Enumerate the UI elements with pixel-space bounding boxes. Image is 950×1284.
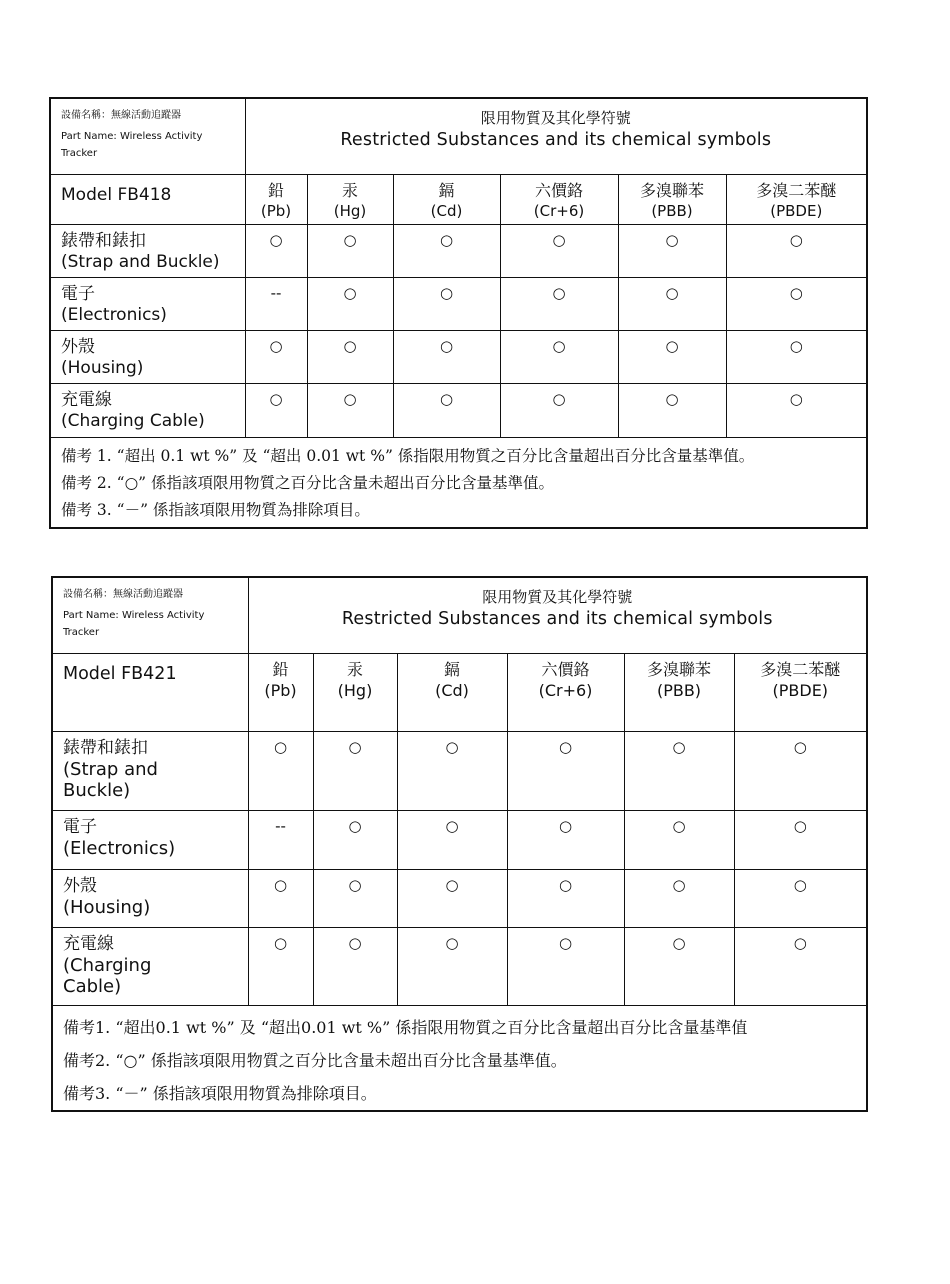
column-header [507,653,624,731]
part-name-zh: 電子 [63,816,97,837]
table-row [52,927,867,1005]
part-name-en: (Charging Cable) [61,410,205,431]
rohs-table-fb421 [51,576,868,1112]
part-name-en: (Housing) [61,357,144,378]
title-english: Restricted Substances and its chemical symbols [340,130,772,150]
column-header [500,174,618,224]
substance-symbol: (PBB) [651,201,693,220]
compliance-mark: ○ [245,383,307,437]
column-header [307,174,393,224]
substance-symbol: (PBB) [656,680,702,700]
substance-name: 鎘 [443,659,460,679]
model-label: Model FB421 [52,653,248,731]
part-label [50,224,245,277]
compliance-mark: ○ [500,277,618,330]
compliance-mark: ○ [397,810,507,869]
substance-name: 多溴二苯醚 [760,659,841,679]
part-label [50,330,245,383]
compliance-mark: ○ [248,927,313,1005]
part-label [52,731,248,810]
remarks [52,1005,867,1111]
substance-symbol: (Hg) [337,680,373,700]
device-info [50,98,245,174]
substance-name: 鉛 [272,659,289,679]
substance-symbol: (Pb) [264,680,297,700]
compliance-mark: ○ [245,224,307,277]
compliance-mark: ○ [624,927,734,1005]
substance-symbol: (PBDE) [772,680,829,700]
compliance-mark: ○ [307,224,393,277]
compliance-mark: ○ [397,731,507,810]
device-name-label: 設備名稱：無線活動追蹤器 [63,589,183,600]
part-name-zh: 外殼 [61,336,95,357]
compliance-mark: ○ [726,330,867,383]
part-label [52,869,248,927]
title-english: Restricted Substances and its chemical symbols [341,609,773,629]
table-title [248,577,867,653]
remark-3: 備考3. “－” 係指該項限用物質為排除項目。 [63,1083,377,1103]
column-header [245,174,307,224]
part-name-en: (Housing) [63,896,151,918]
title-chinese: 限用物質及其化學符號 [482,588,633,606]
table-row [50,383,867,437]
remark-2: 備考2. “○” 係指該項限用物質之百分比含量未超出百分比含量基準值。 [63,1050,567,1070]
remark-1: 備考 1. “超出 0.1 wt %” 及 “超出 0.01 wt %” 係指限用物質之百分比含量超出百分比含量基準值。 [61,446,755,465]
compliance-mark: ○ [507,810,624,869]
title-chinese: 限用物質及其化學符號 [480,109,631,127]
part-label [50,383,245,437]
table-row [52,869,867,927]
compliance-mark: ○ [618,224,726,277]
column-header-row [52,653,867,731]
compliance-mark: ○ [734,731,867,810]
remark-1: 備考1. “超出0.1 wt %” 及 “超出0.01 wt %” 係指限用物質之百分比含量超出百分比含量基準值 [63,1017,748,1037]
substance-symbol: (Cd) [430,201,463,220]
substance-name: 汞 [346,659,363,679]
compliance-mark: ○ [500,330,618,383]
part-name-zh: 電子 [61,283,95,304]
substance-name: 鎘 [438,180,455,200]
part-name-label: Part Name: Wireless Activity [61,131,203,142]
part-name-zh: 錶帶和錶扣 [63,737,148,758]
substance-name: 六價鉻 [534,180,583,200]
compliance-mark: ○ [397,927,507,1005]
compliance-mark: ○ [624,810,734,869]
compliance-mark: ○ [313,927,397,1005]
part-name-zh: 充電線 [61,389,112,410]
column-header [313,653,397,731]
part-label [52,927,248,1005]
table-row [52,810,867,869]
device-name-label: 設備名稱：無線活動追蹤器 [61,110,181,121]
compliance-mark: ○ [507,927,624,1005]
compliance-mark: ○ [393,224,500,277]
compliance-mark: -- [245,277,307,330]
part-name-en: (Strap and Buckle) [63,758,158,801]
table-row [50,277,867,330]
compliance-mark: ○ [726,224,867,277]
compliance-mark: ○ [618,330,726,383]
column-header [248,653,313,731]
compliance-mark: ○ [507,869,624,927]
column-header [734,653,867,731]
column-header [397,653,507,731]
part-name-en: (Electronics) [63,837,176,859]
column-header [624,653,734,731]
substance-symbol: (Cd) [435,680,469,700]
compliance-mark: ○ [307,383,393,437]
substance-name: 鉛 [267,180,284,200]
compliance-mark: ○ [393,330,500,383]
compliance-mark: ○ [393,277,500,330]
compliance-mark: ○ [307,330,393,383]
part-name-label-cont: Tracker [61,148,98,159]
column-header [393,174,500,224]
remarks [50,437,867,528]
part-name-zh: 充電線 [63,933,114,954]
part-label [52,810,248,869]
compliance-mark: ○ [726,383,867,437]
column-header [618,174,726,224]
compliance-mark: ○ [734,927,867,1005]
table-row [50,224,867,277]
compliance-mark: ○ [726,277,867,330]
substance-symbol: (Cr+6) [533,201,585,220]
compliance-mark: ○ [500,383,618,437]
part-name-zh: 外殼 [63,875,97,896]
part-name-en: (Charging Cable) [63,954,152,997]
substance-name: 多溴二苯醚 [756,180,837,200]
substance-symbol: (Cr+6) [538,680,593,700]
table-row [52,731,867,810]
compliance-mark: ○ [624,869,734,927]
part-name-zh: 錶帶和錶扣 [61,230,146,251]
compliance-mark: ○ [397,869,507,927]
substance-symbol: (Pb) [260,201,292,220]
compliance-mark: ○ [307,277,393,330]
compliance-mark: ○ [618,383,726,437]
compliance-mark: ○ [500,224,618,277]
compliance-mark: ○ [624,731,734,810]
compliance-mark: ○ [248,869,313,927]
part-name-label-cont: Tracker [63,627,100,638]
remark-3: 備考 3. “－” 係指該項限用物質為排除項目。 [61,500,370,519]
model-label: Model FB418 [50,174,245,224]
substance-symbol: (Hg) [333,201,367,220]
compliance-mark: ○ [618,277,726,330]
part-name-en: (Electronics) [61,304,167,325]
table-row [50,330,867,383]
part-label [50,277,245,330]
compliance-mark: ○ [507,731,624,810]
compliance-mark: ○ [248,731,313,810]
compliance-mark: ○ [313,731,397,810]
column-header [726,174,867,224]
substance-name: 多溴聯苯 [646,659,711,679]
compliance-mark: ○ [245,330,307,383]
substance-name: 六價鉻 [541,659,590,679]
remark-2: 備考 2. “○” 係指該項限用物質之百分比含量未超出百分比含量基準值。 [61,473,554,492]
compliance-mark: ○ [734,869,867,927]
table-title [245,98,867,174]
compliance-mark: ○ [734,810,867,869]
compliance-mark: ○ [313,869,397,927]
substance-name: 汞 [341,180,358,200]
rohs-table-fb418 [49,97,868,529]
device-info [52,577,248,653]
part-name-en: (Strap and Buckle) [61,251,220,272]
substance-name: 多溴聯苯 [639,180,704,200]
compliance-mark: ○ [393,383,500,437]
column-header-row [50,174,867,224]
compliance-mark: -- [248,810,313,869]
part-name-label: Part Name: Wireless Activity [63,610,205,621]
substance-symbol: (PBDE) [770,201,823,220]
compliance-mark: ○ [313,810,397,869]
